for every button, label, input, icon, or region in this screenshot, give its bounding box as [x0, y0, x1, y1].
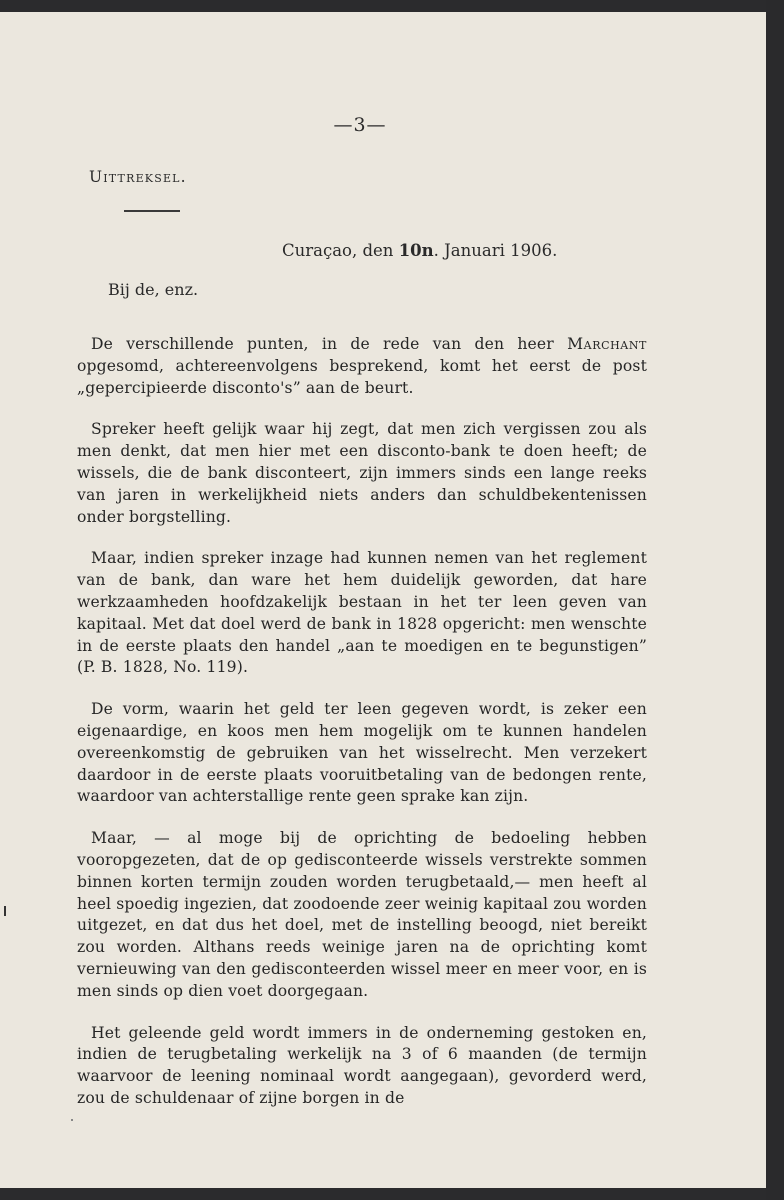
dateline [282, 241, 557, 260]
salutation: Bij de, enz. [108, 280, 199, 299]
margin-mark [4, 906, 6, 916]
dateline-place: Curaçao, den [282, 241, 399, 260]
paragraph-3: Maar, indien spreker inzage had kunnen nemen van het reglement van de bank, dan ware het hem duidelijk geworden, dat hare werkzaamheden hoofdzakelijk bestaan in het ter leen geven van kapitaal. Met dat doel werd de bank in 1828 opgericht: men wenschte in de eerste plaats den handel „aan te moedigen en te begunstigen” (P. B. 1828, No. 119). [77, 549, 647, 677]
paragraph-1-start: De verschillende punten, in de rede van den heer [91, 335, 568, 353]
heading-rule [124, 210, 180, 212]
paragraph-4: De vorm, waarin het geld ter leen gegeven wordt, is zeker een eigenaardige, en koos men hem mogelijk om te kunnen handelen overeenkomstig de gebruiken van het wisselrecht. Men verzekert daardoor in de eerste plaats vooruitbetaling van de bedongen rente, waardoor van achterstallige rente geen sprake kan zijn. [77, 700, 647, 806]
body-text [77, 334, 647, 1130]
paragraph-1-end: opgesomd, achtereenvolgens besprekend, komt het eerst de post „gepercipieerde disconto's” aan de beurt. [77, 356, 647, 397]
dateline-rest: . Januari 1906. [433, 241, 558, 260]
dateline-day: 10n [398, 241, 434, 260]
section-heading: Uittreksel. [89, 168, 187, 186]
margin-dot [71, 1119, 73, 1121]
paragraph-6: Het geleende geld wordt immers in de onderneming gestoken en, indien de terugbetaling werkelijk na 3 of 6 maanden (de termijn waarvoor de leening nominaal wordt aangegaan), gevorderd werd, zou de schuldenaar of zijne borgen in de [77, 1023, 647, 1107]
paragraph-1 [77, 334, 647, 399]
paragraph-2: Spreker heeft gelijk waar hij zegt, dat men zich vergissen zou als men denkt, dat men hier met een disconto-bank te doen heeft; de wissels, die de bank disconteert, zijn immers sinds een lange reeks van jaren in werkelijkheid niets anders dan schuldbekentenissen onder borgstelling. [77, 420, 647, 526]
paragraph-5: Maar, — al moge bij de oprichting de bedoeling hebben vooropgezeten, dat de op gedisconteerde wissels verstrekte sommen binnen korten termijn zouden worden terugbetaald,— men heeft al heel spoedig ingezien, dat zoodoende zeer weinig kapitaal zou worden uitgezet, en dat dus het doel, met de instelling beoogd, niet bereikt zou worden. Althans reeds weinige jaren na de oprichting komt vernieuwing van den gedisconteerden wissel meer en meer voor, en is men sinds op dien voet doorgegaan. [77, 829, 647, 1000]
scan-edge [766, 0, 784, 1200]
page-number: —3— [333, 114, 387, 136]
name-marchant: Marchant [567, 335, 647, 353]
document-page [0, 12, 766, 1188]
